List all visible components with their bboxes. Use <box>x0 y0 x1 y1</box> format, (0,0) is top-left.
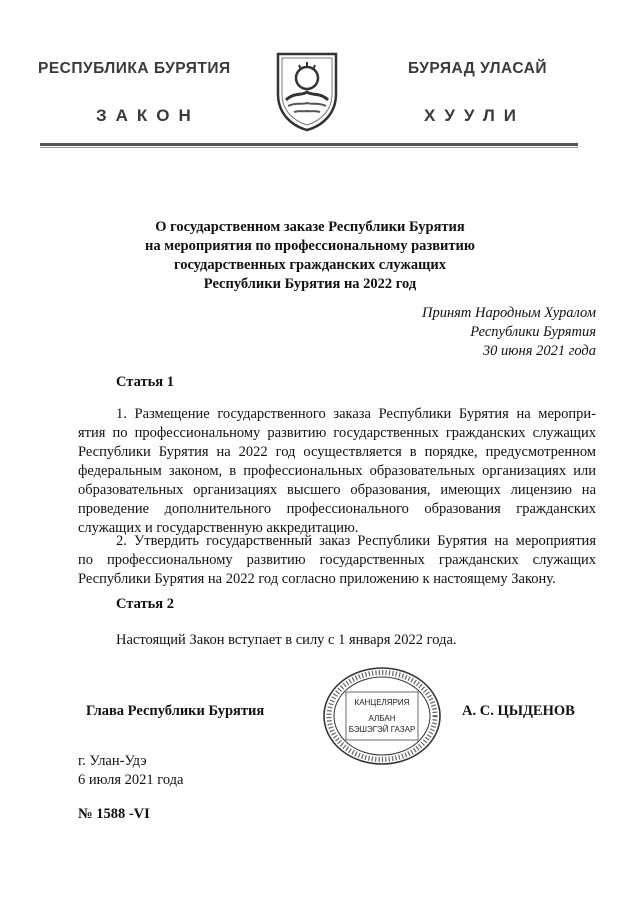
law-title-line: государственных гражданских служащих <box>173 257 447 273</box>
seal-text-3: БЭШЭГЭЙ ГАЗАР <box>348 725 416 734</box>
article-1-paragraph-2 <box>78 532 596 589</box>
article-2-text: Настоящий Закон вступает в силу с 1 января 2022 года. <box>116 632 457 648</box>
law-title-line: на мероприятия по профессиональному развитию <box>145 238 475 254</box>
header-divider <box>40 143 578 146</box>
coat-of-arms-icon <box>272 48 342 132</box>
law-title-line: Республики Бурятия на 2022 год <box>203 276 417 292</box>
article-2-heading: Статья 2 <box>116 596 174 612</box>
article-1-paragraph-1 <box>78 405 596 538</box>
article-1-heading: Статья 1 <box>116 374 174 390</box>
paragraph-line: служащих и государственную аккредитацию. <box>78 520 359 536</box>
header-divider-thin <box>40 147 578 148</box>
law-number: № 1588 -VI <box>78 806 150 822</box>
law-title-line: О государственном заказе Республики Бурятия <box>155 219 465 235</box>
paragraph-line: по профессиональному развитию государственных гражданских служащих <box>78 552 596 568</box>
header-law-label-ru: ЗАКОН <box>96 106 200 125</box>
place: г. Улан-Удэ <box>78 753 147 769</box>
paragraph-line: образовательных организациях высшего образования, имеющих лицензию на <box>78 482 596 498</box>
signatory-position: Глава Республики Бурятия <box>86 703 265 719</box>
seal-text-1: КАНЦЕЛЯРИЯ <box>354 698 410 707</box>
paragraph-line: 1. Размещение государственного заказа Республики Бурятия на меропри- <box>116 406 596 422</box>
law-title <box>100 218 520 294</box>
signatory-name: А. С. ЦЫДЕНОВ <box>462 703 575 719</box>
adoption-note-line: 30 июня 2021 года <box>482 343 596 359</box>
adoption-note <box>360 304 596 361</box>
place-and-date <box>78 752 184 790</box>
paragraph-line: ятия по профессиональному развитию государственных гражданских служащих <box>78 425 596 441</box>
official-seal-stamp <box>320 664 444 768</box>
header-law-label-bua: ХУУЛИ <box>424 106 525 125</box>
header-left-title: РЕСПУБЛИКА БУРЯТИЯ <box>38 60 231 77</box>
header-right-title: БУРЯАД УЛАСАЙ <box>408 60 547 77</box>
paragraph-line: проведение дополнительного профессионального образования гражданских <box>78 501 596 517</box>
adoption-note-line: Принят Народным Хуралом <box>421 305 596 321</box>
seal-text-2: АЛБАН <box>368 714 396 723</box>
paragraph-line: Республики Бурятия на 2022 год согласно приложению к настоящему Закону. <box>78 571 556 587</box>
adoption-note-line: Республики Бурятия <box>470 324 596 340</box>
paragraph-line: Республики Бурятия на 2022 год осуществляется в порядке, предусмотренном <box>78 444 596 460</box>
date: 6 июля 2021 года <box>78 772 184 788</box>
paragraph-line: 2. Утвердить государственный заказ Республики Бурятия на мероприятия <box>116 533 596 549</box>
paragraph-line: федеральным законом, в профессиональных образовательных организациях или <box>78 463 596 479</box>
